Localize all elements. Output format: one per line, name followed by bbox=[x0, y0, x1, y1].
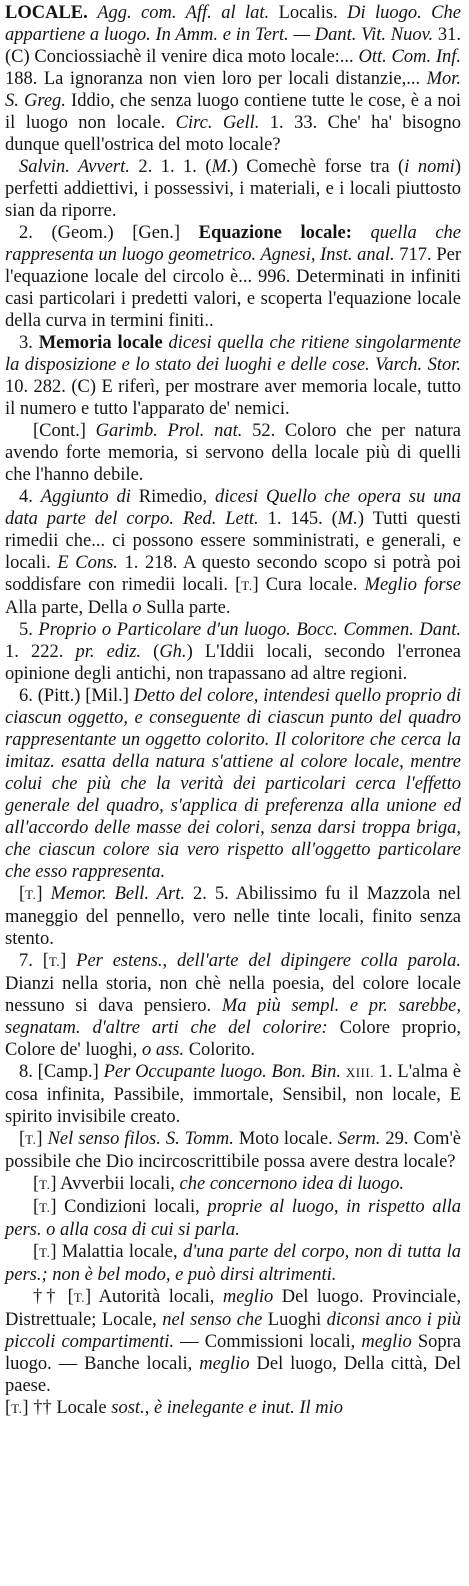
text-run: E Cons. bbox=[57, 553, 118, 573]
text-run: ] bbox=[60, 951, 77, 971]
text-run: [ bbox=[33, 1197, 40, 1217]
text-run: Moto locale. bbox=[233, 1129, 338, 1149]
text-run: proprie al luogo, in rispetto alla pers. o alla cosa di cui si parla. bbox=[5, 1197, 461, 1240]
text-run: ) perfetti addiettivi, i possessivi, i materiali, e i locali piuttosto sian da riporre. bbox=[5, 157, 461, 221]
text-run: Aggiunto di bbox=[40, 487, 131, 507]
text-run: d'una parte del corpo, non di tutta la pers.; non è bel modo, e può dirsi altrimenti. bbox=[5, 1242, 462, 1285]
text-run: meglio bbox=[222, 1287, 274, 1307]
text-run: meglio bbox=[361, 1332, 412, 1352]
text-run: Equazione locale: bbox=[198, 223, 352, 243]
text-run: Sopra luogo. — Banche locali, bbox=[5, 1332, 461, 1374]
text-run: pr. ediz. bbox=[75, 642, 142, 662]
text-run: T. bbox=[73, 1290, 86, 1305]
text-run: che concernono idea di luogo. bbox=[179, 1174, 405, 1194]
text-run: Garimb. Prol. nat. bbox=[95, 421, 243, 441]
text-run: XIII. bbox=[345, 1065, 374, 1080]
avverbii-paragraph bbox=[5, 1173, 461, 1196]
text-run: T. bbox=[39, 1200, 51, 1215]
sense-6-paragraph bbox=[5, 685, 461, 883]
text-run: Localis. bbox=[269, 3, 348, 23]
text-run: 1. L'alma è cosa infinita, Passibile, immortale, Sensibil, non locale, E spirito invisibile creato. bbox=[5, 1062, 461, 1127]
text-run: 52. Coloro che per natura avendo forte memoria, si servono della locale più di quelli che l'hanno debile. bbox=[5, 421, 461, 485]
text-run: Iddio, che senza luogo contiene tutte le cose, è a noi il luogo non locale. bbox=[5, 91, 461, 133]
text-run: meglio bbox=[199, 1354, 250, 1374]
text-run: dicesi quella che ritiene singolarmente la disposizione e lo stato dei luoghi e delle cose. Varch. Stor. bbox=[5, 333, 462, 375]
text-run: Dianzi nella storia, non chè nella poesia, del colore locale nessuno si dava pensiero. bbox=[5, 974, 461, 1016]
text-run: T. bbox=[241, 578, 253, 593]
text-run: Mor. S. Greg. bbox=[5, 69, 461, 111]
text-run: Meglio forse bbox=[364, 575, 461, 595]
malattia-paragraph bbox=[5, 1241, 461, 1286]
text-run: Proprio o Particolare d'un luogo. Bocc. Commen. Dant. bbox=[38, 620, 462, 640]
text-run: 1. 218. A questo secondo scopo si potrà poi soddisfare con rimedii locali. [ bbox=[5, 553, 461, 595]
text-run: 2. 5. Abilissimo fu il Mazzola nel maneggio del pennello, vero nelle tinte locali, finito senza stento. bbox=[5, 884, 461, 949]
text-run: ) Comechè forse tra ( bbox=[231, 157, 405, 177]
text-run: dicesi Quello che opera su una data parte del corpo. Red. Lett. bbox=[5, 487, 461, 529]
text-run: ] bbox=[36, 884, 51, 904]
text-run: [ bbox=[19, 884, 26, 904]
text-run: Memoria locale bbox=[38, 333, 163, 353]
text-run: 2. (Geom.) [Gen.] bbox=[19, 223, 199, 243]
text-run: T. bbox=[11, 1401, 23, 1416]
sense-3-cont-paragraph bbox=[5, 420, 461, 486]
text-run: i nomi bbox=[404, 157, 455, 177]
text-run: Luoghi bbox=[262, 1310, 327, 1330]
text-run: T. bbox=[39, 1245, 51, 1260]
text-run: Del luogo, Della città, Del paese. bbox=[5, 1354, 461, 1396]
text-run: Memor. Bell. Art. bbox=[50, 884, 185, 904]
text-run: ] Condizioni locali, bbox=[50, 1197, 208, 1217]
text-run: [ bbox=[5, 1398, 12, 1418]
text-run: 2. 1. 1. ( bbox=[129, 157, 212, 177]
text-run: Ma più sempl. e pr. sarebbe, segnatam. d'altre arti che del colorire: bbox=[5, 996, 461, 1038]
sense-7-paragraph bbox=[5, 950, 461, 1061]
text-run: Colorito. bbox=[184, 1040, 256, 1060]
entry-paragraph-salvin bbox=[5, 156, 461, 222]
text-run: Sulla parte. bbox=[141, 598, 231, 618]
text-run: 1. 145. ( bbox=[258, 509, 338, 529]
text-run: T. bbox=[25, 887, 37, 902]
text-run: Agg. com. Aff. al lat. bbox=[97, 3, 270, 23]
text-run: ) Tutti questi rimedii che... ci possono essere somministrati, e generali, e locali. bbox=[5, 509, 461, 573]
text-run: 1. 222. bbox=[5, 642, 76, 662]
text-run: 31. (C) Conciossiachè il venire dica moto locale:... bbox=[5, 25, 462, 67]
text-run: 6. (Pitt.) [Mil.] bbox=[19, 686, 134, 706]
text-run: ] Avverbii locali, bbox=[50, 1174, 180, 1194]
text-run: [ bbox=[19, 1129, 26, 1149]
text-run: ] Malattia locale, bbox=[50, 1242, 183, 1262]
text-run: Salvin. Avvert. bbox=[19, 157, 130, 177]
text-run: LOCALE. bbox=[5, 3, 88, 23]
text-run: T. bbox=[48, 954, 61, 969]
text-run: Ott. Com. Inf. bbox=[358, 47, 462, 67]
text-run: — Commissioni locali, bbox=[173, 1332, 362, 1352]
text-run: Colore proprio, Colore de' luoghi, bbox=[5, 1018, 462, 1060]
text-run: ) L'Iddii locali, secondo l'erronea opinione degli antichi, non trapassano ad altre regioni. bbox=[5, 642, 461, 684]
text-run: Serm. bbox=[337, 1129, 381, 1149]
text-run: Nel senso filos. S. Tomm. bbox=[47, 1129, 234, 1149]
text-run: [ bbox=[33, 1242, 40, 1262]
text-run: quella che rappresenta un luogo geometrico. Agnesi, Inst. anal. bbox=[5, 223, 462, 265]
text-run: M. bbox=[211, 157, 232, 177]
text-run: 8. [Camp.] bbox=[19, 1062, 104, 1082]
text-run: Alla parte, Della bbox=[5, 598, 133, 618]
entry-head-paragraph bbox=[5, 2, 461, 156]
text-run: ] bbox=[36, 1129, 48, 1149]
text-run: Di luogo. Che appartiene a luogo. In Amm. e in Tert. — Dant. Vit. Nuov. bbox=[5, 3, 461, 45]
text-run: nel senso che bbox=[162, 1310, 263, 1330]
condizioni-paragraph bbox=[5, 1196, 461, 1241]
text-run: diconsi anco i più piccoli compartimenti. bbox=[5, 1310, 461, 1352]
text-run: sost., è inelegante e inut. Il mio bbox=[111, 1398, 344, 1418]
text-run: 10. 282. (C) E riferì, per mostrare aver memoria locale, tutto il numero e tutto l'apparato de' nemici. bbox=[5, 377, 461, 419]
sense-5-paragraph bbox=[5, 619, 461, 685]
sense-8-filos-paragraph bbox=[5, 1128, 461, 1173]
text-run: T. bbox=[39, 1177, 51, 1192]
text-run: Circ. Gell. bbox=[175, 113, 260, 133]
sense-3-paragraph bbox=[5, 332, 461, 420]
sense-8-paragraph bbox=[5, 1061, 461, 1128]
sense-4-paragraph bbox=[5, 486, 461, 619]
text-run: 1. 33. Che' ha' bisogno dunque quell'ostrica del moto locale? bbox=[5, 113, 461, 155]
text-run: [Cont.] bbox=[33, 421, 96, 441]
text-run: Detto del colore, intendesi quello proprio di ciascun oggetto, e conseguente di ciascun punto del quadro rappresentante un oggetto colorito. Il coloritore che cerca la imitaz. esatta della natura s'attiene al colore locale, mentre colui che più che la verità dei particolari cerca l'effetto generale del quadro, s'applica di preferenza alla unione ed all'accordo delle masse dei colori, senza darsi troppa briga, che ciascun colore sia vero rispetto all'oggetto particolare che esso rappresenta. bbox=[5, 686, 461, 882]
text-run bbox=[88, 3, 97, 23]
text-run: 188. La ignoranza non vien loro per locali distanzie,... bbox=[5, 69, 427, 89]
text-run: Del luogo. Provinciale, Distrettuale; Locale, bbox=[5, 1287, 461, 1330]
text-run: o bbox=[132, 598, 142, 618]
text-run: Gh. bbox=[159, 642, 187, 662]
text-run: Per Occupante luogo. Bon. Bin. bbox=[103, 1062, 342, 1082]
text-run: [ bbox=[33, 1174, 40, 1194]
text-run: 4. bbox=[19, 487, 41, 507]
sense-2-paragraph bbox=[5, 222, 461, 332]
text-run: o ass. bbox=[141, 1040, 185, 1060]
text-run: 3. bbox=[19, 333, 39, 353]
text-run: †† [ bbox=[33, 1287, 74, 1307]
locale-sost-paragraph bbox=[5, 1397, 461, 1420]
text-run: M. bbox=[337, 509, 358, 529]
text-run: 7. [ bbox=[19, 951, 49, 971]
autorita-paragraph bbox=[5, 1286, 461, 1397]
text-run: ] Autorità locali, bbox=[85, 1287, 223, 1307]
text-run: ( bbox=[141, 642, 160, 662]
text-run: ] †† Locale bbox=[22, 1398, 112, 1418]
sense-6-example-paragraph bbox=[5, 883, 461, 950]
text-run: ] Cura locale. bbox=[252, 575, 365, 595]
text-run: 29. Com'è possibile che Dio incircoscrittibile possa avere destra locale? bbox=[5, 1129, 461, 1172]
text-run: T. bbox=[25, 1132, 37, 1147]
text-run: Per estens., dell'arte del dipingere colla parola. bbox=[76, 951, 461, 971]
text-run: Rimedio, bbox=[130, 487, 215, 507]
text-run bbox=[352, 223, 371, 243]
text-run: 5. bbox=[19, 620, 39, 640]
text-run: 717. Per l'equazione locale del circolo è... 996. Determinati in infiniti casi particolari i predetti valori, e scoperta l'equazione locale della curva in termini finiti.. bbox=[5, 245, 461, 331]
